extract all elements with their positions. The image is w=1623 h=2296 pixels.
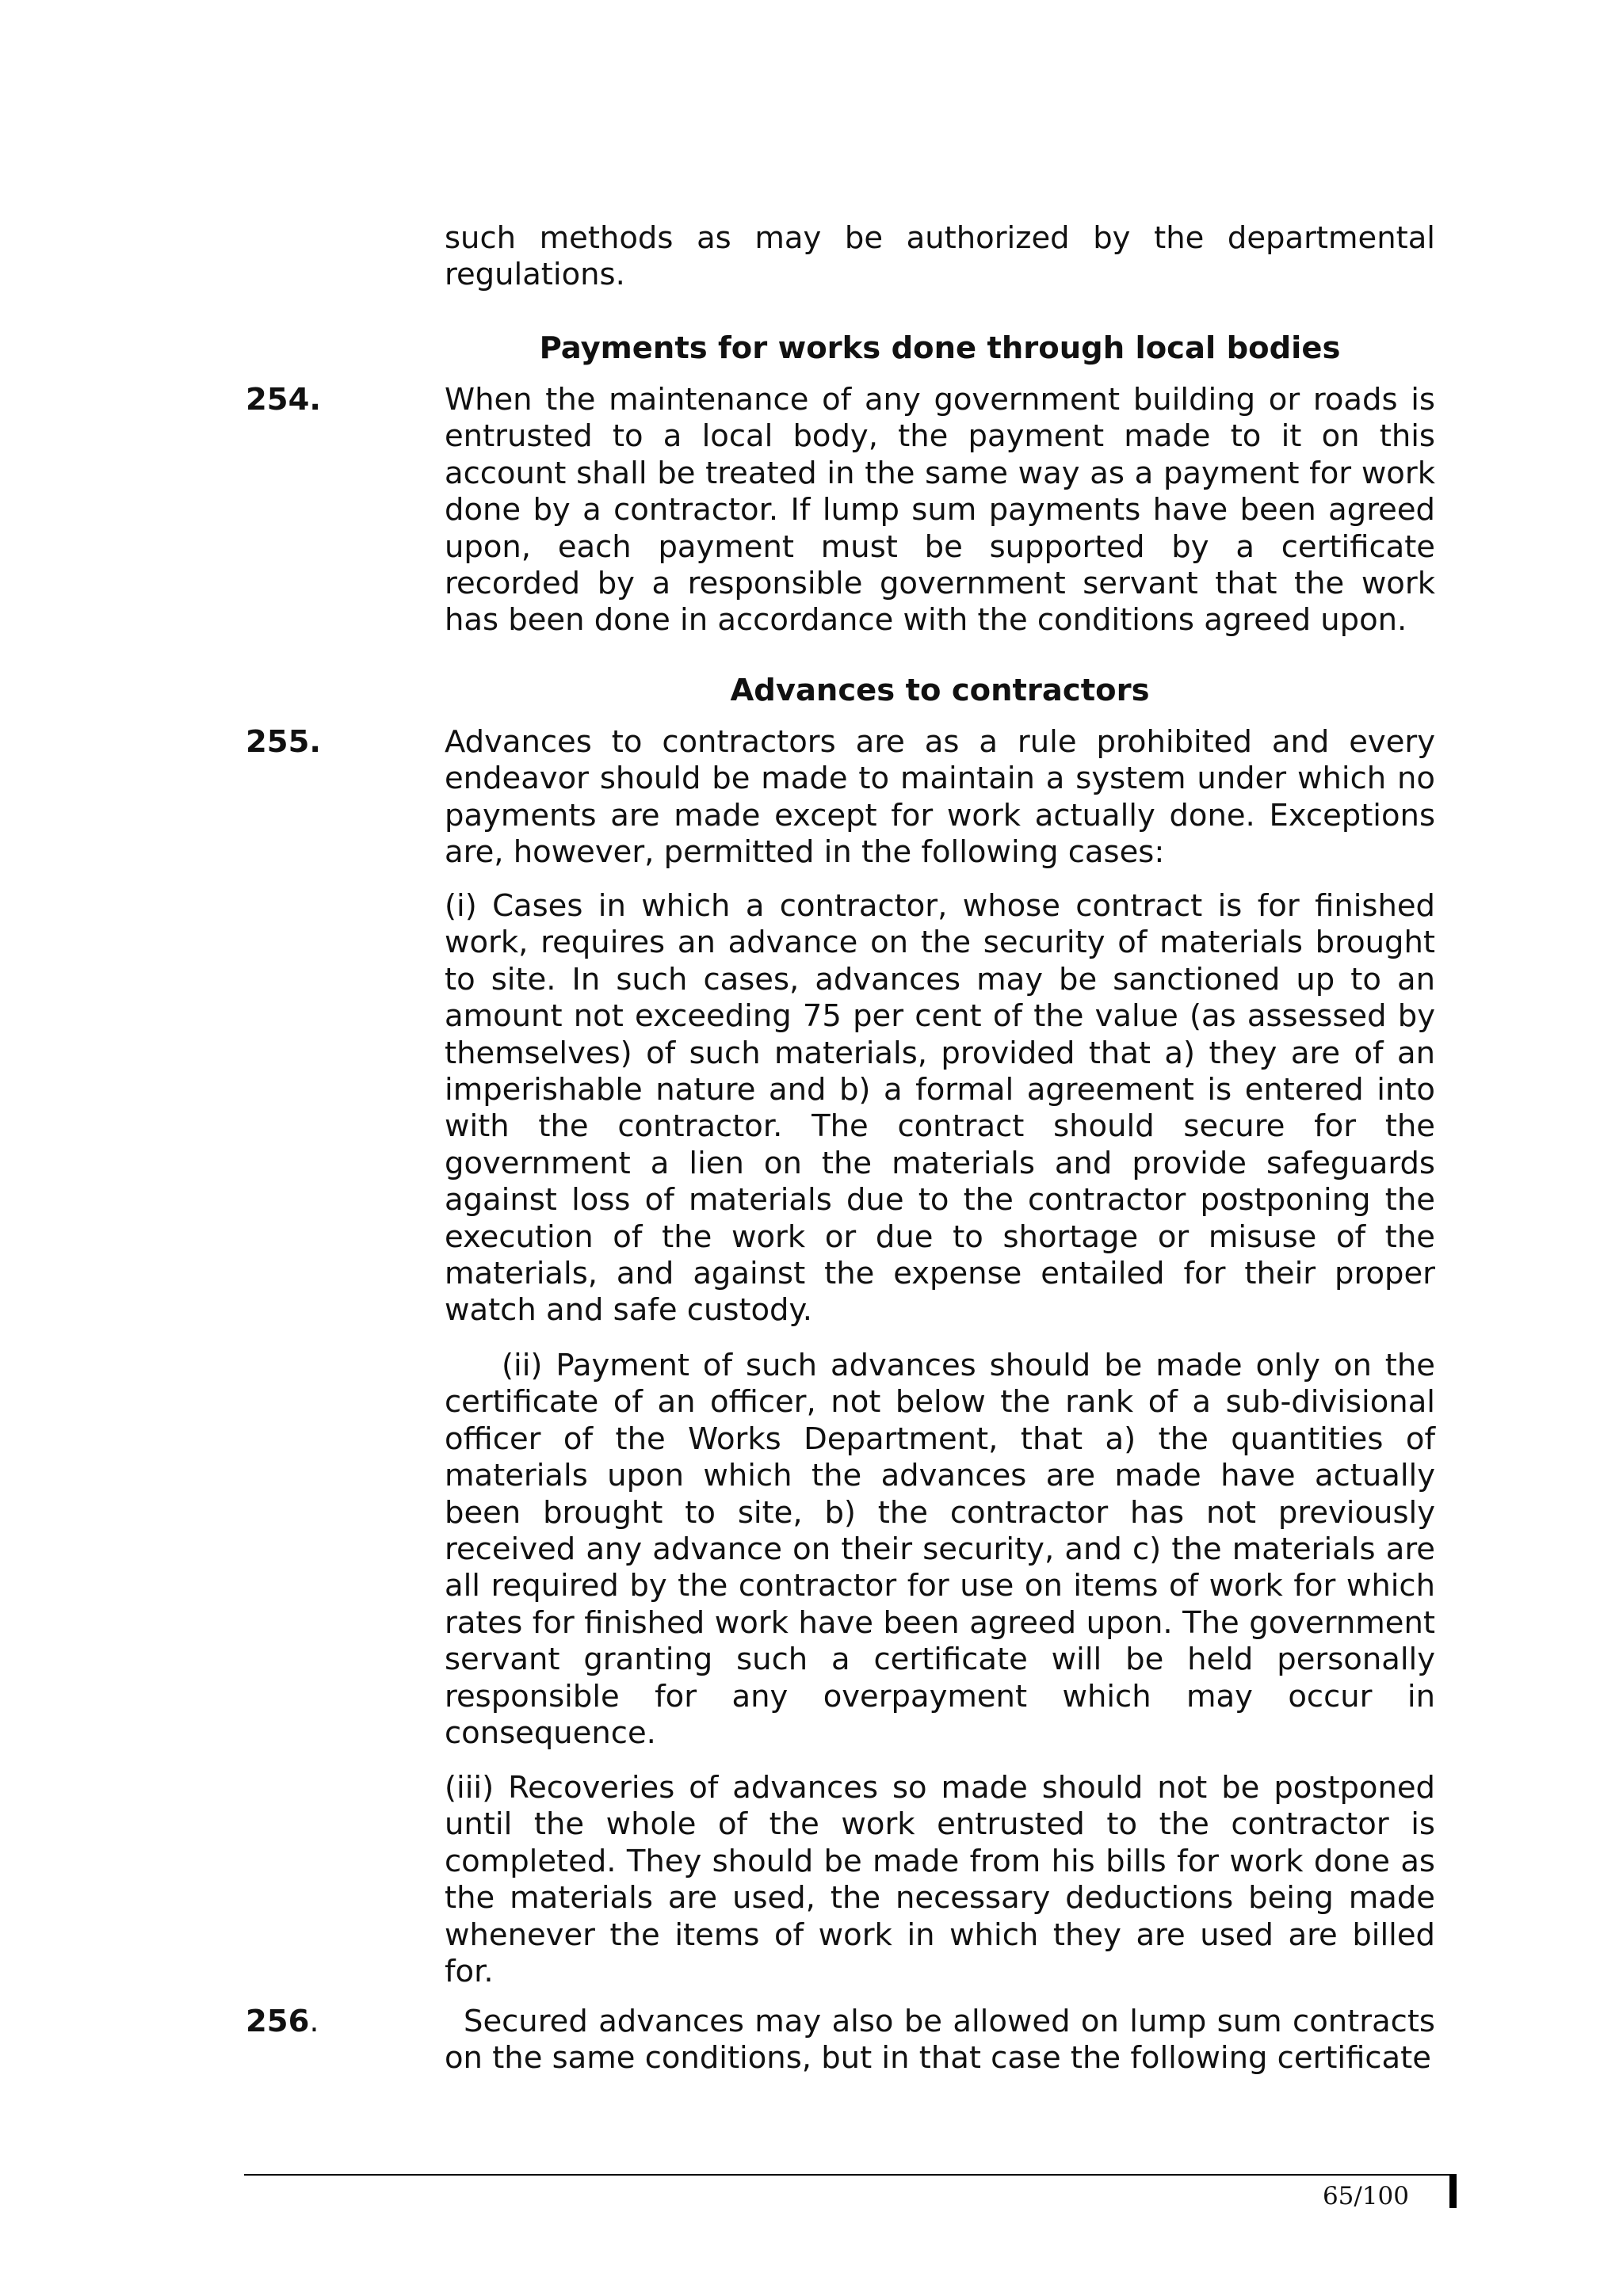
section-number-256-suffix: .	[309, 2004, 319, 2039]
section-number-254-text: 254.	[246, 382, 321, 418]
paragraph-255-case-ii: (ii) Payment of such advances should be made only on the certificate of an officer, not below the rank of a sub-divisional officer of the Works Department, that a) the quantities of materials upon which the advances are made have actually been brought to site, b) the contractor has not previously received any advance on their security, and c) the materials are all required by the contractor for use on items of work for which rates for finished work have been agreed upon. The government servant granting such a certificate will be held personally responsible for any overpayment which may occur in consequence.	[445, 1348, 1435, 1752]
section-number-255	[246, 724, 321, 761]
footer-rule	[244, 2174, 1455, 2176]
section-heading-advances: Advances to contractors	[730, 673, 1150, 708]
paragraph-255-case-i: (i) Cases in which a contractor, whose contract is for finished work, requires an advance on the security of materials brought to site. In such cases, advances may be sanctioned up to an amount not exceeding 75 per cent of the value (as assessed by themselves) of such materials, provided that a) they are of an imperishable nature and b) a formal agreement is entered into with the contractor. The contract should secure for the government a lien on the materials and provide safeguards against loss of materials due to the contractor postponing the execution of the work or due to shortage or misuse of the materials, and against the expense entailed for their proper watch and safe custody.	[445, 888, 1435, 1329]
section-number-256	[246, 2004, 319, 2040]
page-edge-marker	[1449, 2174, 1457, 2208]
paragraph-255-intro: Advances to contractors are as a rule prohibited and every endeavor should be made to maintain a system under which no payments are made except for work actually done. Exceptions are, however, permitted in the following cases:	[445, 724, 1435, 871]
page-number: 65/100	[1322, 2182, 1409, 2210]
section-heading-local-bodies: Payments for works done through local bodies	[539, 330, 1341, 366]
paragraph-255-case-iii: (iii) Recoveries of advances so made should not be postponed until the whole of the work entrusted to the contractor is completed. They should be made from his bills for work done as the materials are used, the necessary deductions being made whenever the items of work in which they are used are billed for.	[445, 1770, 1435, 1990]
paragraph-256: Secured advances may also be allowed on lump sum contracts on the same conditions, but in that case the following certificate	[445, 2004, 1435, 2077]
section-number-256-text: 256	[246, 2004, 310, 2039]
section-number-254	[246, 382, 321, 418]
continuation-paragraph: such methods as may be authorized by the departmental regulations.	[445, 220, 1435, 293]
section-number-255-text: 255.	[246, 724, 321, 760]
paragraph-254: When the maintenance of any government building or roads is entrusted to a local body, the payment made to it on this account shall be treated in the same way as a payment for work done by a contractor. If lump sum payments have been agreed upon, each payment must be supported by a certificate recorded by a responsible government servant that the work has been done in accordance with the conditions agreed upon.	[445, 382, 1435, 639]
